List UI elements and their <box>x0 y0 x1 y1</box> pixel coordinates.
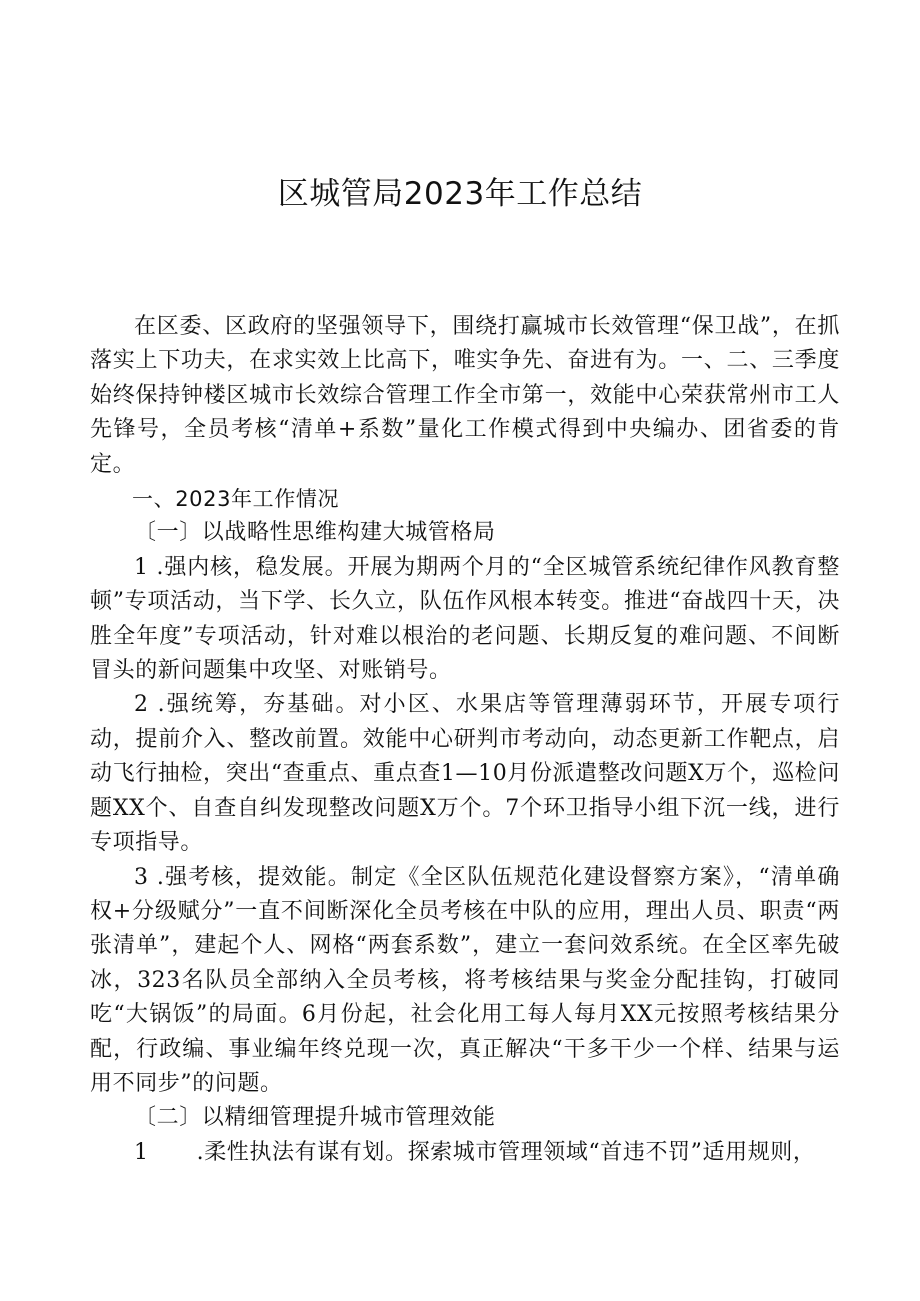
subsection-heading-2: 〔二〕以精细管理提升城市管理效能 <box>134 1105 496 1131</box>
intro-paragraph: 在区委、区政府的坚强领导下，围绕打赢城市长效管理“保卫战”，在抓落实上下功夫，在求实效上比高下，唯实争先、奋进有为。一、二、三季度始终保持钟楼区城市长效综合管理工作全市第一，效能中心荣获常州市工人先锋号，全员考核“清单+系数”量化工作模式得到中央编办、团省委的肯定。 <box>90 314 840 477</box>
subsection-heading-1: 〔一〕以战略性思维构建大城管格局 <box>134 520 496 546</box>
document-body <box>90 310 840 1170</box>
item-paragraph-2: 2 .强统筹，夯基础。对小区、水果店等管理薄弱环节，开展专项行动，提前介入、整改前置。效能中心研判市考动向，动态更新工作靶点，启动飞行抽检，突出“查重点、重点查1—10月份派遣整改问题X万个，巡检问题XX个、自查自纠发现整改问题X万个。7个环卫指导小组下沉一线，进行专项指导。 <box>90 692 840 856</box>
item-4-number: 1 <box>134 1139 149 1165</box>
item-4-text: .柔性执法有谋有划。探索城市管理领域“首违不罚”适用规则， <box>196 1139 816 1165</box>
document-title: 区城管局2023年工作总结 <box>277 176 643 212</box>
item-paragraph-4 <box>90 1136 840 1170</box>
item-paragraph-1: 1 .强内核，稳发展。开展为期两个月的“全区城管系统纪律作风教育整顿”专项活动，当下学、长久立，队伍作风根本转变。推进“奋战四十天，决胜全年度”专项活动，针对难以根治的老问题、长期反复的难问题、不间断冒头的新问题集中攻坚、对账销号。 <box>90 554 840 684</box>
item-paragraph-3: 3 .强考核，提效能。制定《全区队伍规范化建设督察方案》，“清单确权+分级赋分”一直不间断深化全员考核在中队的应用，理出人员、职责“两张清单”，建起个人、网格“两套系数”，建立一套问效系统。在全区率先破冰，323名队员全部纳入全员考核，将考核结果与奖金分配挂钩，打破同吃“大锅饭”的局面。6月份起，社会化用工每人每月XX元按照考核结果分配，行政编、事业编年终兑现一次，真正解决“干多干少一个样、结果与运用不同步”的问题。 <box>90 864 840 1096</box>
section-heading-1: 一、2023年工作情况 <box>132 487 340 512</box>
